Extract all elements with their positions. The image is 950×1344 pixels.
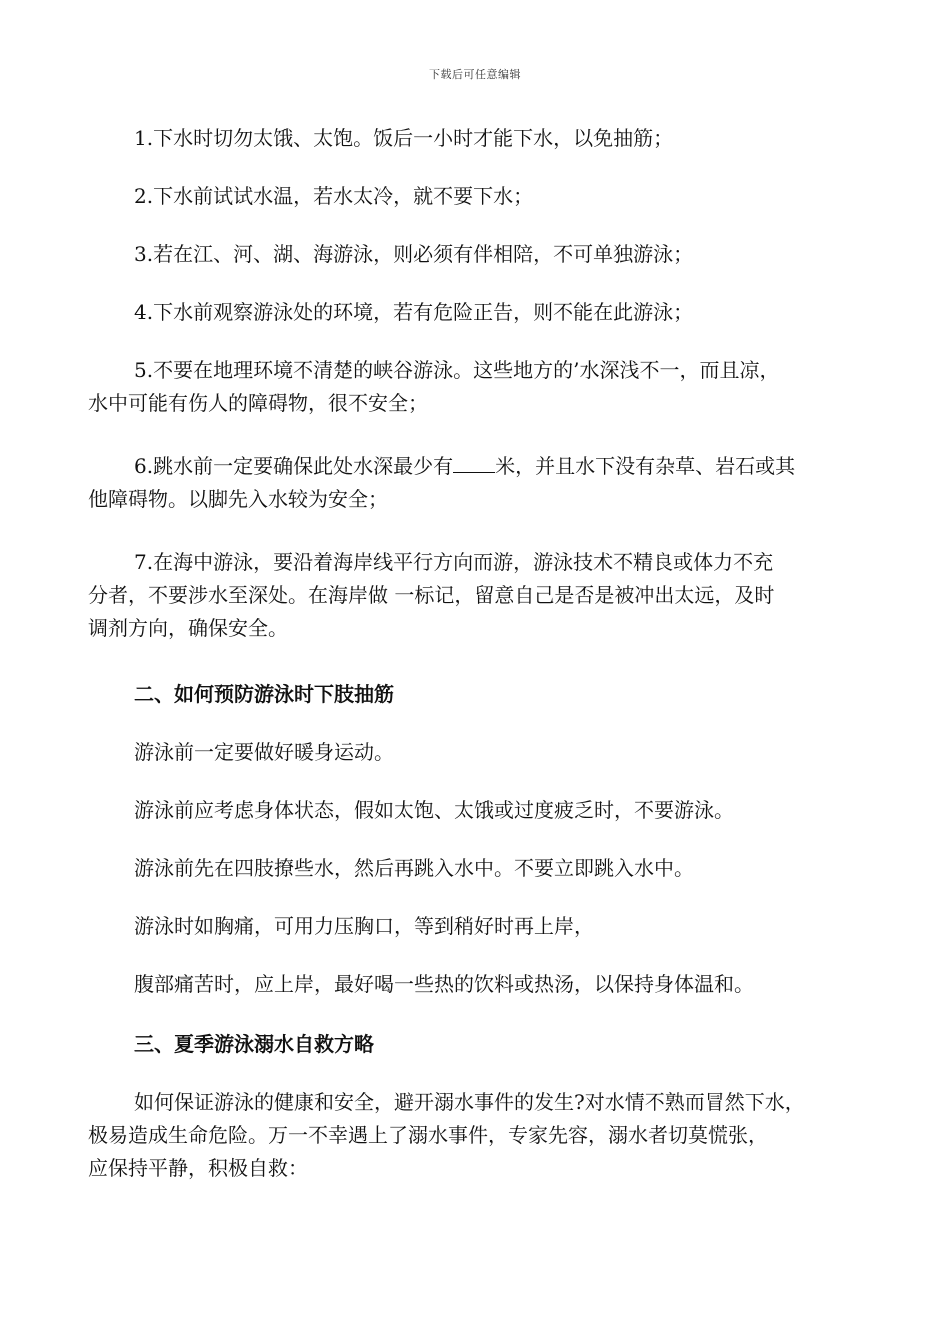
list-item [88,238,868,271]
list-item-text: 1.下水时切勿太饿、太饱。饭后一小时才能下水，以免抽筋； [134,126,674,150]
list-item-text: 2.下水前试试水温，若水太冷，就不要下水； [134,184,534,208]
list-item-text: 他障碍物。以脚先入水较为安全； [88,487,388,511]
paragraph-text: 如何保证游泳的健康和安全，避开溺水事件的发生?对水情不熟而冒然下水， [134,1090,805,1114]
list-item-text: 3.若在江、河、湖、海游泳，则必须有伴相陪，不可单独游泳； [134,242,694,266]
paragraph-text: 腹部痛苦时，应上岸，最好喝一些热的饮料或热汤，以保持身体温和。 [134,972,754,996]
section-heading-text: 三、夏季游泳溺水自救方略 [134,1032,374,1056]
section-heading [88,678,868,711]
paragraph-text: 应保持平静，积极自救： [88,1156,308,1180]
list-item [88,450,868,516]
paragraph [88,852,868,885]
paragraph [88,1086,868,1185]
list-item [88,354,868,420]
list-item-text: 5.不要在地理环境不清楚的峡谷游泳。这些地方的’水深浅不一，而且凉， [134,358,780,382]
list-item [88,122,868,155]
fill-in-blank [453,452,495,473]
list-item-text-part: 米，并且水下没有杂草、岩石或其 [495,454,796,478]
list-item-text: 4.下水前观察游泳处的环境，若有危险正告，则不能在此游泳； [134,300,694,324]
list-item [88,296,868,329]
paragraph-text: 游泳前先在四肢撩些水，然后再跳入水中。不要立即跳入水中。 [134,856,694,880]
paragraph-text: 游泳时如胸痛，可用力压胸口，等到稍好时再上岸， [134,914,594,938]
list-item-text-part: 6.跳水前一定要确保此处水深最少有 [134,454,454,478]
paragraph-text: 极易造成生命危险。万一不幸遇上了溺水事件，专家先容，溺水者切莫慌张， [88,1123,768,1147]
list-item [88,546,868,645]
paragraph-text: 游泳前应考虑身体状态，假如太饱、太饿或过度疲乏时，不要游泳。 [134,798,734,822]
paragraph [88,736,868,769]
paragraph [88,968,868,1001]
list-item-text [88,450,868,483]
list-item-text: 分者，不要涉水至深处。在海岸做 一标记，留意自己是否是被冲出太远，及时 [88,583,775,607]
list-item-text: 水中可能有伤人的障碍物，很不安全； [88,391,428,415]
list-item-text: 调剂方向，确保安全。 [88,616,288,640]
section-heading [88,1028,868,1061]
header-note: 下载后可任意编辑 [429,68,521,81]
paragraph [88,794,868,827]
section-heading-text: 二、如何预防游泳时下肢抽筋 [134,682,394,706]
paragraph [88,910,868,943]
list-item [88,180,868,213]
paragraph-text: 游泳前一定要做好暖身运动。 [134,740,394,764]
list-item-text: 7.在海中游泳，要沿着海岸线平行方向而游，游泳技术不精良或体力不充 [134,550,774,574]
